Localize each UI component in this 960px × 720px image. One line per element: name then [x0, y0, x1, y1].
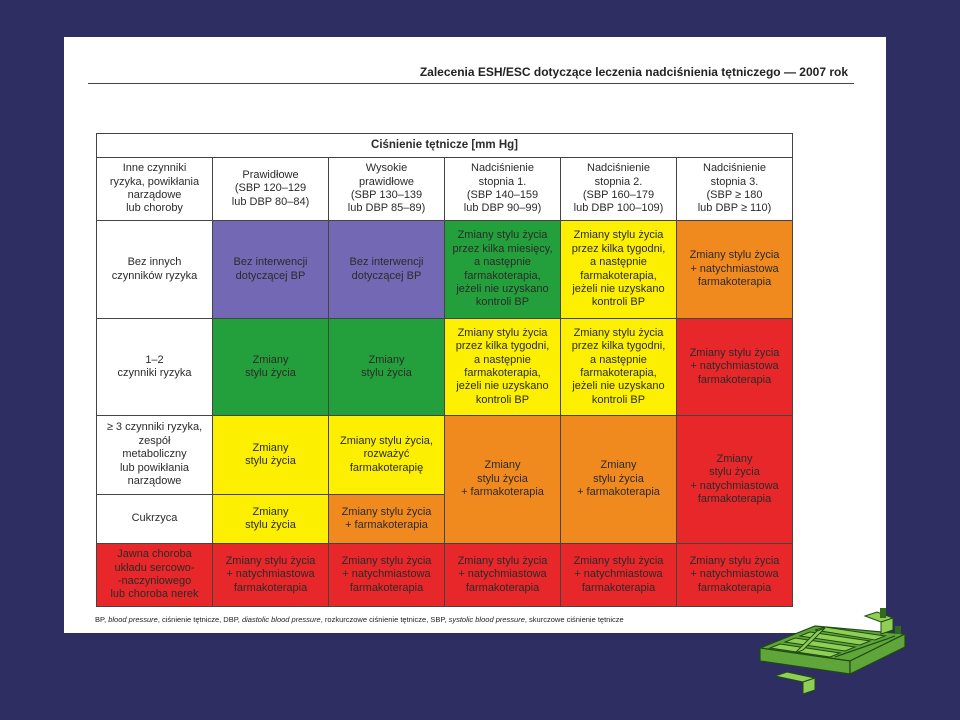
cell-lifestyle-immediate-drugs: Zmiany stylu życia + natychmiastowa farmakoterapia — [677, 319, 793, 416]
main-header: Ciśnienie tętnicze [mm Hg] — [97, 134, 793, 158]
cell-lifestyle-immediate-drugs: Zmiany stylu życia + natychmiastowa farmakoterapia — [213, 544, 329, 607]
cell-lifestyle-weeks-then-drugs: Zmiany stylu życia przez kilka tygodni, a następnie farmakoterapia, jeżeli nie uzyskano kontroli BP — [445, 319, 561, 416]
row-label-cardiovascular-or-renal-disease: Jawna choroba układu sercowo- -naczyniowego lub choroba nerek — [97, 544, 213, 607]
cell-lifestyle-months-then-drugs: Zmiany stylu życia przez kilka miesięcy, a następnie farmakoterapia, jeżeli nie uzyskano kontroli BP — [445, 221, 561, 319]
green-maze-logo-icon — [755, 606, 910, 696]
cell-lifestyle-plus-drugs: Zmiany stylu życia + farmakoterapia — [329, 495, 445, 544]
cell-lifestyle-changes: Zmiany stylu życia — [329, 319, 445, 416]
header-divider — [88, 83, 854, 84]
row-label-3-plus-risk-factors: ≥ 3 czynniki ryzyka, zespół metaboliczny lub powikłania narządowe — [97, 416, 213, 495]
column-header-high-normal: Wysokie prawidłowe (SBP 130–139 lub DBP 85–89) — [329, 158, 445, 221]
cell-lifestyle-plus-drugs: Zmiany stylu życia + farmakoterapia — [561, 416, 677, 544]
column-header-grade-3: Nadciśnienie stopnia 3. (SBP ≥ 180 lub DBP ≥ 110) — [677, 158, 793, 221]
cell-lifestyle-immediate-drugs: Zmiany stylu życia + natychmiastowa farmakoterapia — [561, 544, 677, 607]
row-label-1-2-risk-factors: 1–2 czynniki ryzyka — [97, 319, 213, 416]
cell-lifestyle-immediate-drugs: Zmiany stylu życia + natychmiastowa farmakoterapia — [329, 544, 445, 607]
footnote-sbp-en: systolic blood pressure — [448, 615, 525, 624]
footnote-dbp-pl: , rozkurczowe ciśnienie tętnicze, SBP, — [320, 615, 447, 624]
footnote — [95, 615, 624, 624]
cell-lifestyle-changes: Zmiany stylu życia — [213, 319, 329, 416]
cell-lifestyle-plus-drugs: Zmiany stylu życia + farmakoterapia — [445, 416, 561, 544]
footnote-bp-abbr: BP, — [95, 615, 107, 624]
row-label-diabetes: Cukrzyca — [97, 495, 213, 544]
cell-lifestyle-immediate-drugs: Zmiany stylu życia + natychmiastowa farmakoterapia — [677, 221, 793, 319]
cell-lifestyle-changes: Zmiany stylu życia — [213, 495, 329, 544]
cell-no-intervention: Bez interwencji dotyczącej BP — [329, 221, 445, 319]
page-title: Zalecenia ESH/ESC dotyczące leczenia nadciśnienia tętniczego — 2007 rok — [419, 65, 848, 79]
cell-no-intervention: Bez interwencji dotyczącej BP — [213, 221, 329, 319]
cell-lifestyle-changes: Zmiany stylu życia — [213, 416, 329, 495]
footnote-bp-en: blood pressure — [108, 615, 158, 624]
blood-pressure-table — [96, 133, 793, 607]
cell-lifestyle-weeks-then-drugs: Zmiany stylu życia przez kilka tygodni, a następnie farmakoterapia, jeżeli nie uzyskano kontroli BP — [561, 221, 677, 319]
footnote-dbp-en: diastolic blood pressure — [241, 615, 321, 624]
cell-lifestyle-immediate-drugs: Zmiany stylu życia + natychmiastowa farmakoterapia — [445, 544, 561, 607]
column-header-grade-1: Nadciśnienie stopnia 1. (SBP 140–159 lub DBP 90–99) — [445, 158, 561, 221]
row-label-no-risk-factors: Bez innych czynników ryzyka — [97, 221, 213, 319]
column-header-normal: Prawidłowe (SBP 120–129 lub DBP 80–84) — [213, 158, 329, 221]
slide-page — [64, 37, 886, 633]
footnote-sbp-pl: , skurczowe ciśnienie tętnicze — [524, 615, 624, 624]
cell-lifestyle-immediate-drugs: Zmiany stylu życia + natychmiastowa farmakoterapia — [677, 544, 793, 607]
column-header-grade-2: Nadciśnienie stopnia 2. (SBP 160–179 lub DBP 100–109) — [561, 158, 677, 221]
cell-lifestyle-immediate-drugs: Zmiany stylu życia + natychmiastowa farmakoterapia — [677, 416, 793, 544]
footnote-bp-pl: , ciśnienie tętnicze, DBP, — [157, 615, 240, 624]
cell-lifestyle-weeks-then-drugs: Zmiany stylu życia przez kilka tygodni, a następnie farmakoterapia, jeżeli nie uzyskano kontroli BP — [561, 319, 677, 416]
row-header-title: Inne czynniki ryzyka, powikłania narządowe lub choroby — [97, 158, 213, 221]
cell-lifestyle-consider-drugs: Zmiany stylu życia, rozważyć farmakoterapię — [329, 416, 445, 495]
